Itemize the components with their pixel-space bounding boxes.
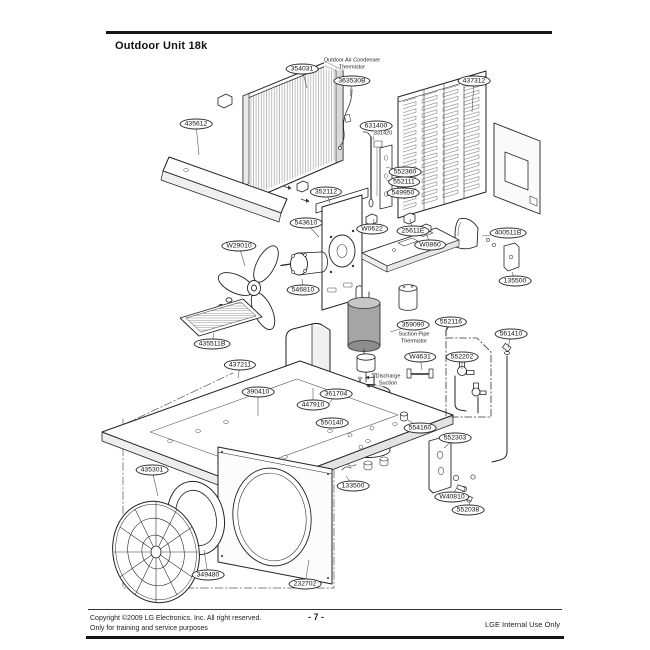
footer-separator-rule <box>88 609 562 610</box>
part-label-363530B: 363530B <box>333 75 370 86</box>
part-label-390410: 390410 <box>242 386 275 397</box>
note-suction-pipe-thermistor: Suction Pipe Thermistor <box>398 331 430 344</box>
part-label-631400: 631400 <box>360 120 393 131</box>
part-label-W29010: W29010 <box>221 240 256 251</box>
footer-copyright-line2: Only for training and service purposes <box>90 625 208 632</box>
part-label-435511B: 435511B <box>194 338 231 349</box>
part-label-546810: 546810 <box>287 284 320 295</box>
part-label-W40810: W40810 <box>434 491 469 502</box>
footer-copyright-line1: Copyright ©2009 LG Electronics. Inc. All right reserved. <box>90 615 262 622</box>
part-label-354031: 354031 <box>286 63 319 74</box>
part-label-437211: 437211 <box>224 359 256 370</box>
part-label-552038: 552038 <box>452 504 485 515</box>
part-label-561410: 561410 <box>495 328 528 339</box>
part-label-552360: 552360 <box>389 166 422 177</box>
part-label-W0860: W0860 <box>414 239 446 250</box>
bottom-border-rule <box>86 636 564 639</box>
part-label-552116: 552116 <box>435 316 467 327</box>
part-label-550140: 550140 <box>316 417 349 428</box>
part-label-W4631: W4631 <box>404 351 436 362</box>
part-label-543610: 543610 <box>290 217 323 228</box>
part-label-447910: 447910 <box>297 399 330 410</box>
part-label-400511B: 400511B <box>490 227 527 238</box>
part-label-135500: 135500 <box>499 275 532 286</box>
note-discharge-suction: Discharge Suction <box>375 373 401 386</box>
footer-page-number: - 7 - <box>308 612 325 622</box>
footer-internal-use-note: LGE Internal Use Only <box>484 620 560 629</box>
part-label-437312: 437312 <box>458 75 491 86</box>
part-label-349480: 349480 <box>192 569 225 580</box>
page-title: Outdoor Unit 18k <box>115 40 208 52</box>
part-label-435612: 435612 <box>180 118 213 129</box>
part-label-552111: 552111 <box>388 176 420 187</box>
part-label-549950: 549950 <box>387 187 420 198</box>
part-label-W0622: W0622 <box>356 223 388 234</box>
part-label-361704: 361704 <box>320 388 353 399</box>
part-label-25611E: 25611E <box>397 225 430 236</box>
part-label-552303: 552303 <box>439 432 472 443</box>
part-label-133500: 133500 <box>337 480 370 491</box>
note-small-code: 331420 <box>373 130 393 137</box>
part-label-232702: 232702 <box>289 578 322 589</box>
part-label-554160: 554160 <box>404 422 437 433</box>
part-label-552202: 552202 <box>446 351 479 362</box>
note-outdoor-air-condenser-thermistor: Outdoor Air Condenser Thermistor <box>323 57 381 70</box>
part-label-352112: 352112 <box>310 186 342 197</box>
part-label-435301: 435301 <box>136 464 169 475</box>
part-label-359090: 359090 <box>397 319 430 330</box>
